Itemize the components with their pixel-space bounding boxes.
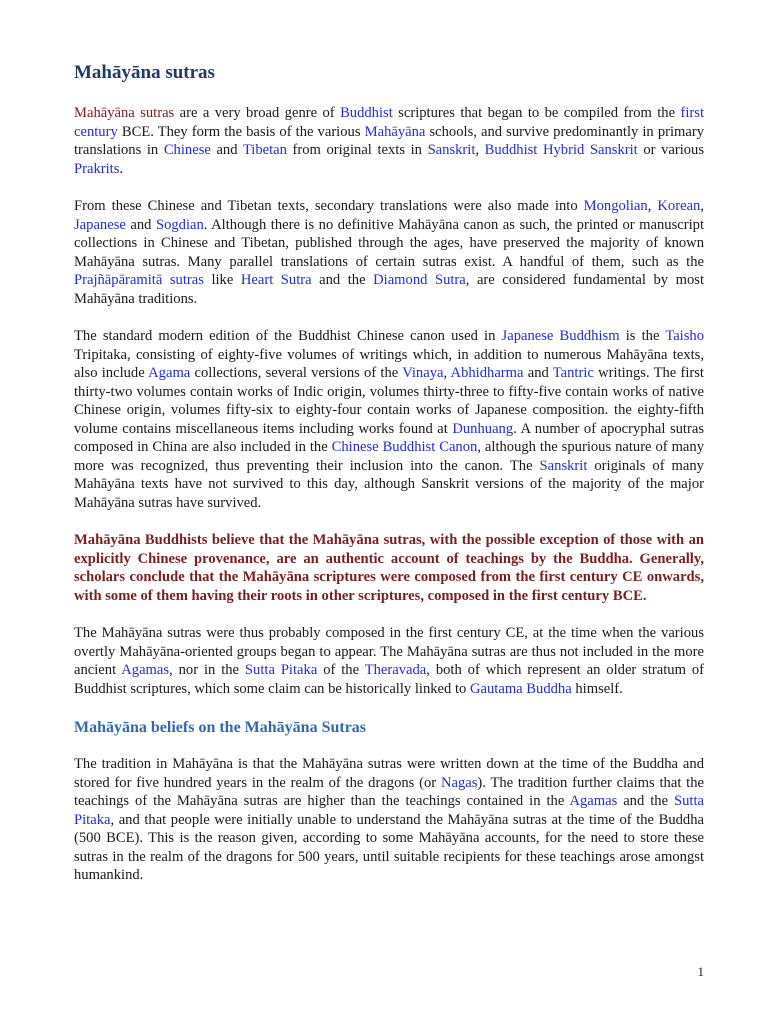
text-run: . [119, 160, 124, 177]
text-run: originals of many Mahāyāna texts have not survived to this day, although Sanskrit versions of the majority of the major Mahāyāna sutras have survived. [74, 457, 704, 511]
text-link[interactable]: Dunhuang [452, 420, 514, 437]
text-run: himself. [571, 680, 623, 697]
text-link[interactable]: Buddhist Hybrid Sanskrit [484, 142, 638, 158]
text-link[interactable]: Abhidharma [450, 365, 524, 381]
text-link[interactable]: Japanese [74, 216, 126, 233]
text-run: Mahāyāna Buddhists believe that the Mahāyāna sutras, with the possible exception of those with an explicitly Chinese provenance, are an authentic account of teachings by the Buddha. Generally, scholars conclude that the Mahāyāna scriptures were composed from the first century CE onwards, with some of them having their roots in other scriptures, composed in the first century BCE. [74, 532, 704, 604]
text-run: , and that people were initially unable to understand the Mahāyāna sutras at the time of the Buddha (500 BCE). This is the reason given, according to some Mahāyāna accounts, for the need to store these sutras in the realm of the dragons for 500 years, until suitable recipients for these teachings arose amongst humankind. [74, 811, 704, 883]
emphasized-term: Mahāyāna sutras [74, 105, 175, 121]
text-link[interactable]: Heart Sutra [240, 272, 312, 288]
text-link[interactable]: Tibetan [242, 142, 287, 158]
text-run: scriptures that began to be compiled from the [392, 105, 681, 121]
text-link[interactable]: Diamond Sutra [373, 272, 466, 288]
text-run: , both of which represent an older stratum of Buddhist scriptures, which some claim can be historically linked to [74, 662, 704, 697]
text-run: The tradition in Mahāyāna is that the Mahāyāna sutras were written down at the time of the Buddha and stored for five hundred years in the realm of the dragons (or [74, 756, 704, 791]
text-link[interactable]: Vinaya [402, 365, 444, 381]
text-run: , [700, 198, 704, 214]
text-run: Tripitaka, consisting of eighty-five volumes of writings which, in addition to numerous Mahāyāna texts, also include [74, 346, 704, 381]
text-run: , [475, 142, 485, 158]
text-link[interactable]: Sutta Pitaka [244, 662, 318, 678]
text-run: collections, several versions of the [190, 365, 403, 381]
text-run: and [210, 142, 243, 158]
text-run: . A number of apocryphal sutras composed in China are also included in the [74, 420, 705, 455]
page-title: Mahāyāna sutras [74, 62, 215, 83]
paragraph [74, 197, 704, 308]
text-run: The Mahāyāna sutras were thus probably composed in the first century CE, at the time when the various overtly Mahāyāna-oriented groups began to appear. The Mahāyāna sutras are thus not included in the more ancient [74, 625, 704, 678]
paragraph [74, 327, 704, 512]
paragraph-bold-statement [74, 531, 704, 605]
text-link[interactable]: Sanskrit [539, 457, 588, 474]
text-run: , nor in the [169, 662, 245, 678]
text-run: and the [311, 272, 374, 288]
text-link[interactable]: Taisho [665, 328, 705, 344]
text-link[interactable]: Theravada [364, 662, 427, 678]
paragraph [74, 104, 704, 178]
text-run: or various [637, 142, 705, 158]
text-run: like [203, 272, 241, 288]
text-run: and [523, 365, 553, 381]
text-link[interactable]: Sogdian [155, 216, 204, 233]
paragraph [74, 755, 704, 885]
text-run: . Although there is no definitive Mahāyāna canon as such, the printed or manuscript collections in Chinese and Tibetan, published through the ages, have preserved the majority of known Mahāyāna sutras. Many parallel translations of certain sutras exist. A handful of them, such as the [74, 216, 705, 270]
text-link[interactable]: Buddhist [340, 105, 393, 121]
text-link[interactable]: Mongolian [583, 198, 648, 214]
text-run: From these Chinese and Tibetan texts, secondary translations were also made into [74, 198, 584, 214]
text-run: The standard modern edition of the Buddhist Chinese canon used in [74, 328, 502, 344]
text-link[interactable]: Sutta Pitaka [74, 793, 704, 828]
text-run: , are considered fundamental by most Mahāyāna traditions. [74, 272, 704, 307]
page-number: 1 [697, 964, 704, 979]
text-link[interactable]: Agamas [121, 662, 170, 678]
text-link[interactable]: first century [74, 105, 704, 140]
text-link[interactable]: Chinese Buddhist Canon [331, 439, 478, 455]
text-link[interactable]: Tantric [552, 365, 594, 381]
text-run: and [125, 216, 156, 233]
text-run: BCE. They form the basis of the various [117, 123, 365, 140]
text-run: , [443, 365, 451, 381]
text-link[interactable]: Prajñāpāramitā sutras [74, 272, 204, 288]
text-link[interactable]: Mahāyāna [364, 123, 426, 140]
text-run: is the [619, 328, 666, 344]
text-run: are a very broad genre of [174, 105, 341, 121]
text-link[interactable]: Gautama Buddha [469, 680, 572, 697]
text-link[interactable]: Agamas [569, 793, 618, 809]
text-link[interactable]: Prakrits [74, 160, 120, 177]
text-link[interactable]: Nagas [440, 774, 478, 791]
text-run: schools, and survive predominantly in primary translations in [74, 123, 705, 158]
text-link[interactable]: Korean [657, 198, 701, 214]
text-link[interactable]: Agama [148, 365, 191, 381]
text-run: , although the spurious nature of many more was recognized, thus preventing their inclusion into the canon. The [74, 439, 704, 474]
text-run: ). The tradition further claims that the teachings of the Mahāyāna sutras are higher than the teachings contained in the [74, 774, 704, 809]
section-heading: Mahāyāna beliefs on the Mahāyāna Sutras [74, 719, 367, 736]
text-link[interactable]: Japanese Buddhism [501, 328, 620, 344]
text-run: writings. The first thirty-two volumes contain works of Indic origin, volumes thirty-three to fifty-five contain works of native Chinese origin, volumes fifty-six to eighty-four contain works of Japanese composition. the eighty-fifth volume contains miscellaneous items including works found at [74, 365, 704, 437]
paragraph [74, 624, 704, 698]
text-link[interactable]: Chinese [163, 142, 211, 158]
text-link[interactable]: Sanskrit [427, 142, 476, 158]
document-page [74, 60, 704, 904]
text-run: of the [317, 662, 365, 678]
text-run: and the [617, 793, 674, 809]
text-run: from original texts in [286, 142, 428, 158]
text-run: , [647, 198, 658, 214]
